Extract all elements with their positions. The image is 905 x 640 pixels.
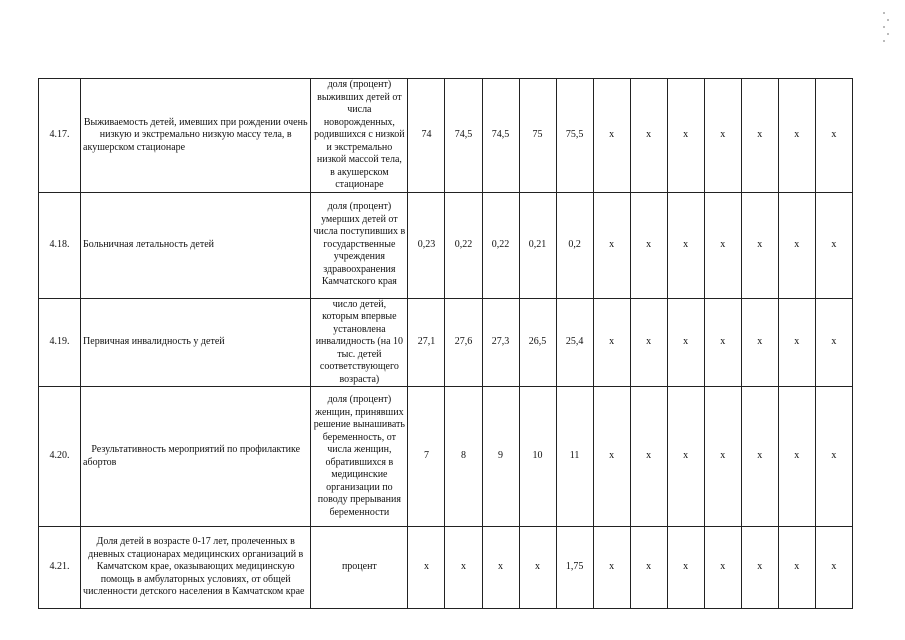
value-cell: 8	[445, 387, 482, 527]
value-cell: 10	[519, 387, 556, 527]
value-cell: x	[741, 387, 778, 527]
value-cell: x	[630, 298, 667, 387]
indicator-name: Первичная инвалидность у детей	[81, 298, 311, 387]
value-cell: x	[445, 527, 482, 609]
value-cell: x	[667, 298, 704, 387]
row-number: 4.20.	[39, 387, 81, 527]
value-cell: x	[741, 298, 778, 387]
value-cell: x	[778, 298, 815, 387]
indicator-unit: число детей, которым впервые установлена инвалидность (на 10 тыс. детей соответствующего возраста)	[311, 298, 408, 387]
row-number: 4.19.	[39, 298, 81, 387]
value-cell: x	[704, 527, 741, 609]
indicator-unit: доля (процент) выживших детей от числа новорожденных, родившихся с низкой и экстремально низкой массой тела, в акушерском стационаре	[311, 79, 408, 193]
value-cell: x	[741, 79, 778, 193]
scan-margin-marks	[883, 12, 891, 52]
row-number: 4.17.	[39, 79, 81, 193]
value-cell: x	[593, 79, 630, 193]
value-cell: x	[741, 192, 778, 298]
indicator-name: Доля детей в возрасте 0-17 лет, пролеченных в дневных стационарах медицинских организаций в Камчатском крае, оказывающих медицинскую помощь в амбулаторных условиях, от общей численности детского населения в Камчатском крае	[81, 527, 311, 609]
value-cell: x	[815, 387, 852, 527]
value-cell: 7	[408, 387, 445, 527]
value-cell: 0,2	[556, 192, 593, 298]
value-cell: 27,3	[482, 298, 519, 387]
value-cell: 74,5	[482, 79, 519, 193]
indicator-unit: доля (процент) умерших детей от числа поступивших в государственные учреждения здравоохранения Камчатского края	[311, 192, 408, 298]
value-cell: 11	[556, 387, 593, 527]
value-cell: x	[630, 79, 667, 193]
value-cell: x	[704, 192, 741, 298]
indicators-table	[38, 78, 853, 609]
value-cell: x	[815, 527, 852, 609]
value-cell: x	[630, 192, 667, 298]
value-cell: 74	[408, 79, 445, 193]
value-cell: x	[704, 298, 741, 387]
table-row	[39, 527, 853, 609]
value-cell: x	[704, 79, 741, 193]
value-cell: 75	[519, 79, 556, 193]
value-cell: 27,1	[408, 298, 445, 387]
value-cell: x	[519, 527, 556, 609]
value-cell: x	[741, 527, 778, 609]
value-cell: x	[778, 79, 815, 193]
value-cell: x	[667, 79, 704, 193]
indicator-name: Больничная летальность детей	[81, 192, 311, 298]
value-cell: x	[778, 527, 815, 609]
value-cell: x	[630, 527, 667, 609]
value-cell: x	[408, 527, 445, 609]
value-cell: x	[667, 527, 704, 609]
value-cell: x	[593, 192, 630, 298]
value-cell: x	[593, 387, 630, 527]
value-cell: 0,23	[408, 192, 445, 298]
table-row	[39, 192, 853, 298]
value-cell: x	[630, 387, 667, 527]
value-cell: x	[778, 387, 815, 527]
value-cell: x	[704, 387, 741, 527]
value-cell: x	[482, 527, 519, 609]
value-cell: 25,4	[556, 298, 593, 387]
value-cell: x	[815, 192, 852, 298]
indicator-unit: доля (процент) женщин, принявших решение вынашивать беременность, от числа женщин, обратившихся в медицинские организации по поводу прерывания беременности	[311, 387, 408, 527]
table-row	[39, 387, 853, 527]
indicator-name: Выживаемость детей, имевших при рождении очень низкую и экстремально низкую массу тела, в акушерском стационаре	[81, 79, 311, 193]
row-number: 4.21.	[39, 527, 81, 609]
value-cell: 27,6	[445, 298, 482, 387]
value-cell: 26,5	[519, 298, 556, 387]
value-cell: 0,22	[445, 192, 482, 298]
value-cell: 1,75	[556, 527, 593, 609]
value-cell: x	[593, 298, 630, 387]
value-cell: 9	[482, 387, 519, 527]
value-cell: x	[815, 298, 852, 387]
value-cell: x	[815, 79, 852, 193]
indicator-name: Результативность мероприятий по профилактике абортов	[81, 387, 311, 527]
table-row	[39, 79, 853, 193]
value-cell: x	[667, 387, 704, 527]
table-row	[39, 298, 853, 387]
indicator-unit: процент	[311, 527, 408, 609]
value-cell: 0,22	[482, 192, 519, 298]
value-cell: x	[593, 527, 630, 609]
value-cell: 74,5	[445, 79, 482, 193]
value-cell: 75,5	[556, 79, 593, 193]
value-cell: x	[778, 192, 815, 298]
row-number: 4.18.	[39, 192, 81, 298]
value-cell: 0,21	[519, 192, 556, 298]
value-cell: x	[667, 192, 704, 298]
